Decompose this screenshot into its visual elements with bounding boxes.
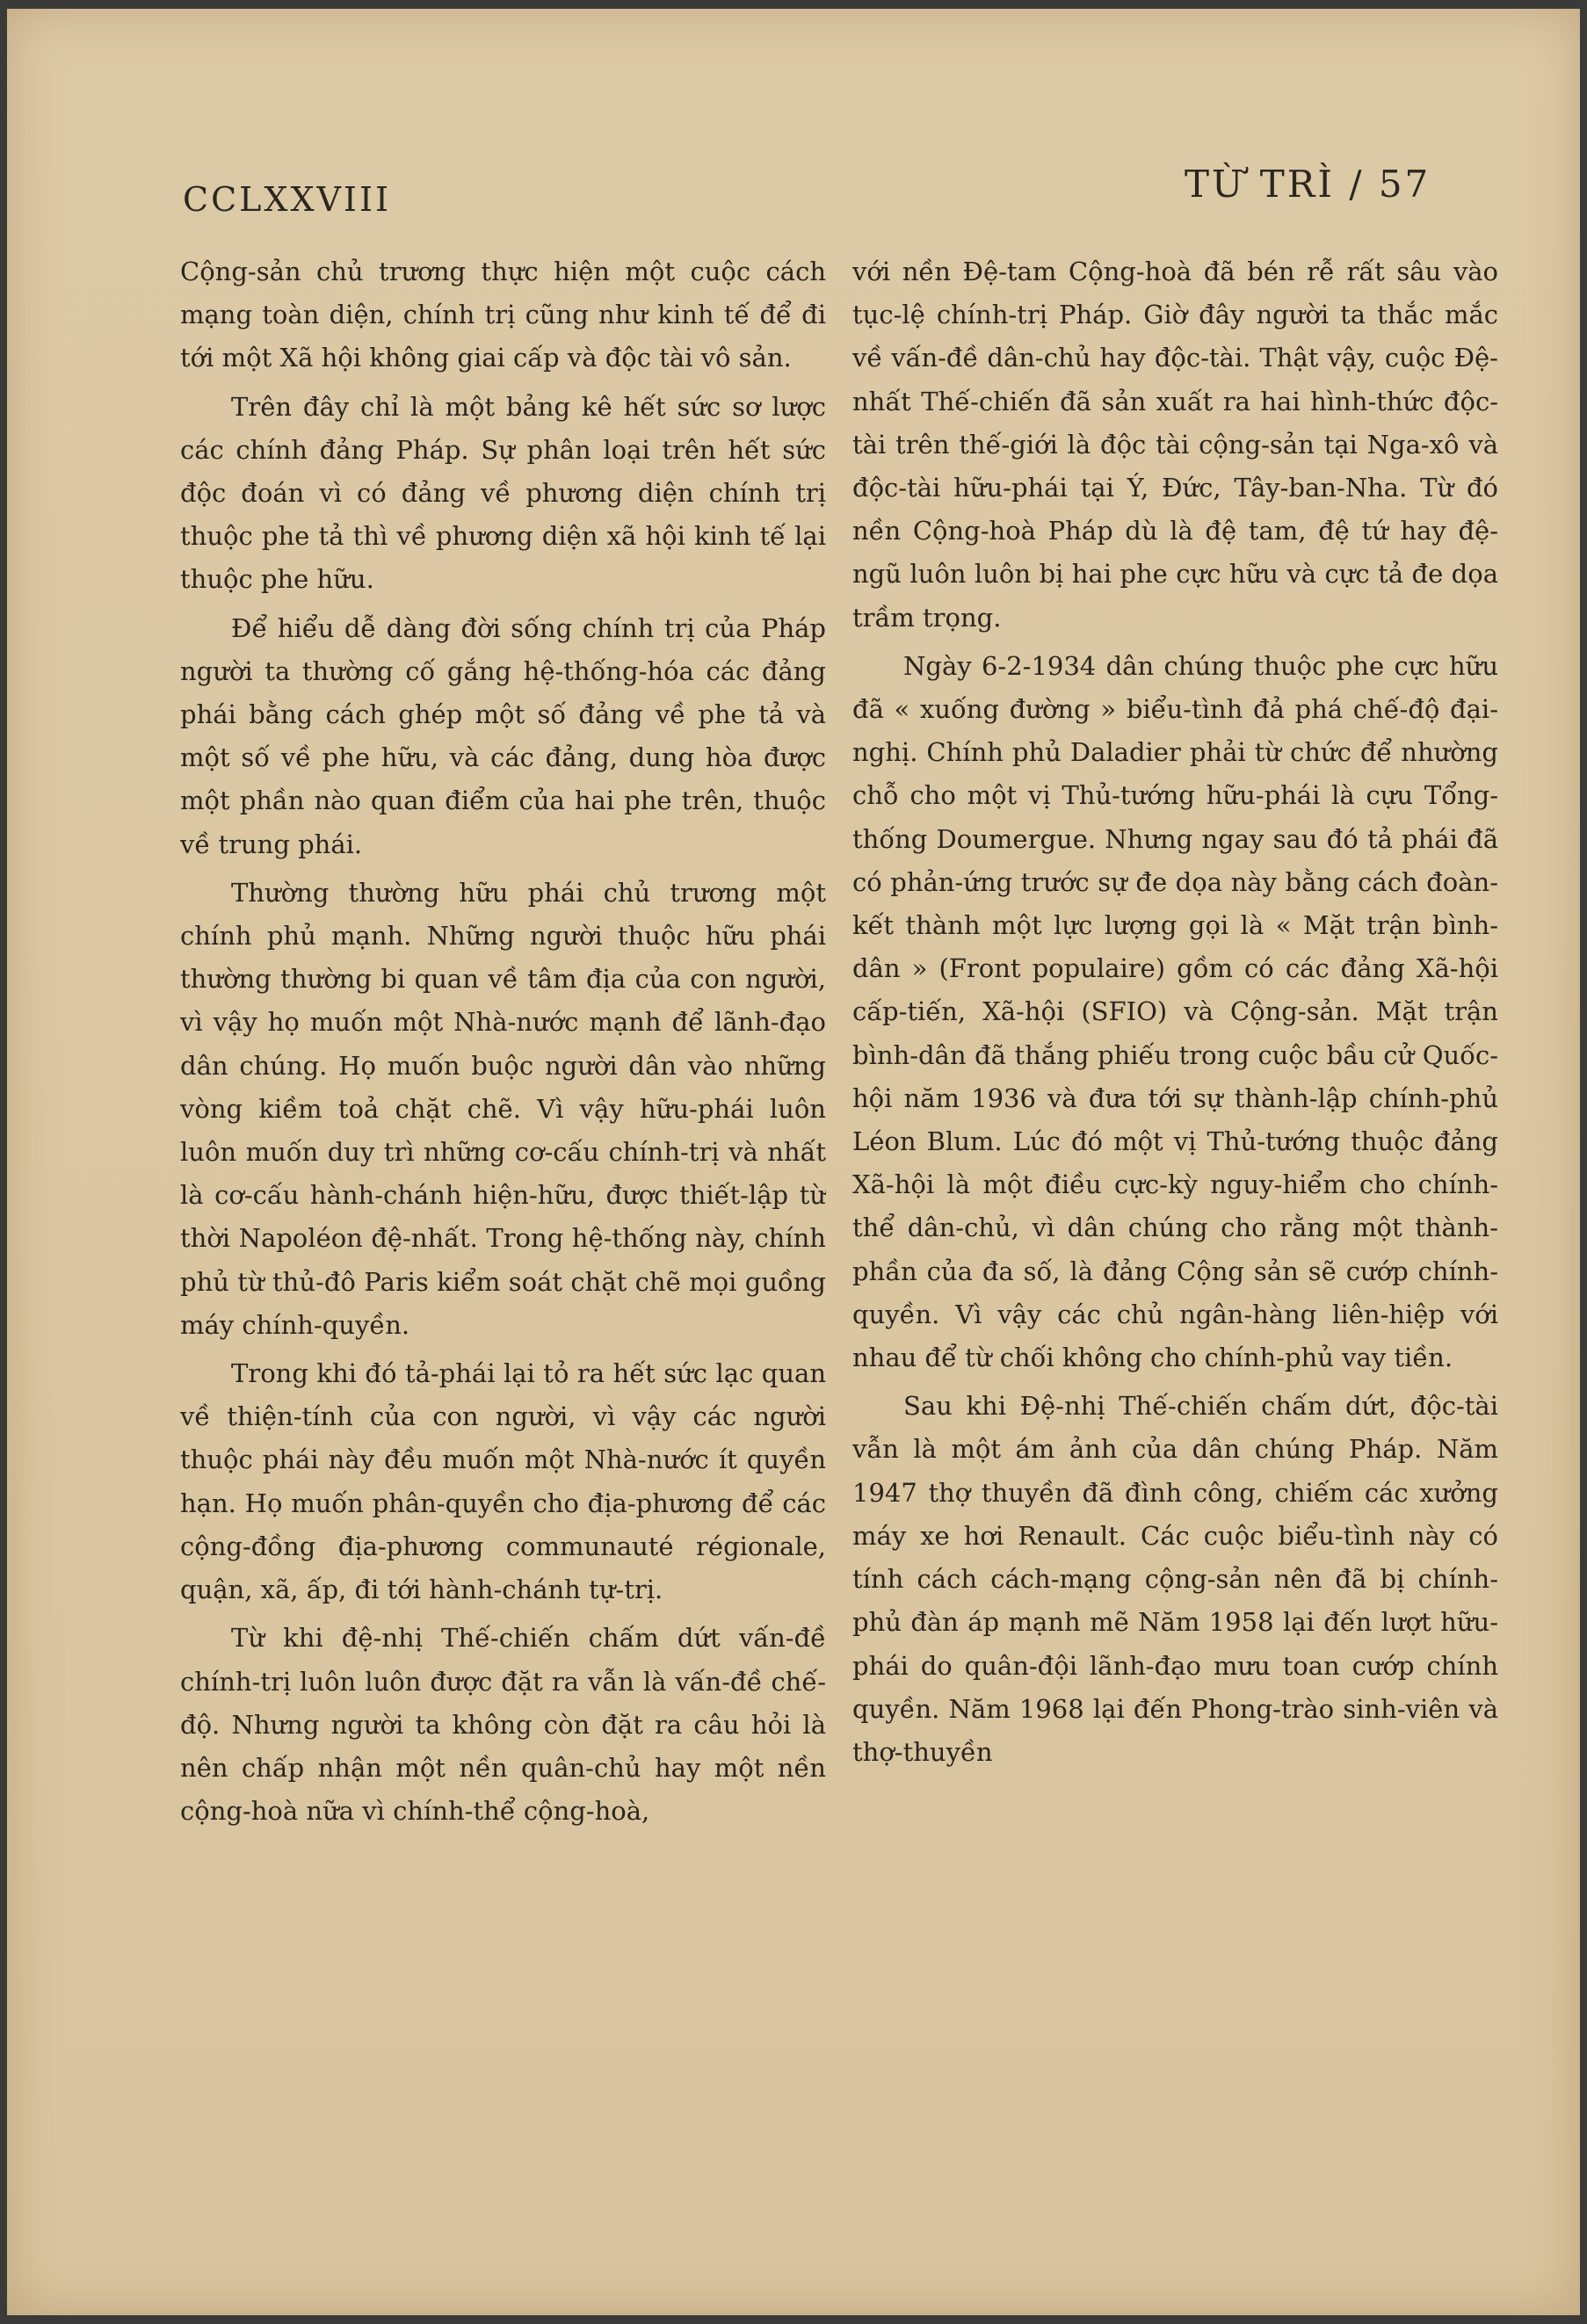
right-column: [852, 250, 1498, 2219]
chapter-numeral: CCLXXVIII: [183, 180, 391, 219]
paragraph: Trên đây chỉ là một bảng kê hết sức sơ lược các chính đảng Pháp. Sự phân loại trên hết sức độc đoán vì có đảng về phương diện chính trị thuộc phe tả thì về phương diện xã hội kinh tế lại thuộc phe hữu.: [180, 391, 826, 595]
paragraph: Từ khi đệ-nhị Thế-chiến chấm dứt vấn-đề chính-trị luôn luôn được đặt ra vẫn là vấn-đề chế-độ. Nhưng người ta không còn đặt ra câu hỏi là nên chấp nhận một nền quân-chủ hay một nền cộng-hoà nữa vì chính-thể cộng-hoà,: [180, 1623, 826, 1827]
book-page: [7, 9, 1580, 2315]
paragraph: Trong khi đó tả-phái lại tỏ ra hết sức lạc quan về thiện-tính của con người, vì vậy các người thuộc phái này đều muốn một Nhà-nước ít quyền hạn. Họ muốn phân-quyền cho địa-phương để các cộng-đồng địa-phương communauté régionale, quận, xã, ấp, đi tới hành-chánh tự-trị.: [180, 1358, 826, 1605]
paragraph: Sau khi Đệ-nhị Thế-chiến chấm dứt, độc-tài vẫn là một ám ảnh của dân chúng Pháp. Năm 1947 thợ thuyền đã đình công, chiếm các xưởng máy xe hơi Renault. Các cuộc biểu-tình này có tính cách cách-mạng cộng-sản nên đã bị chính-phủ đàn áp mạnh mẽ Năm 1958 lại đến lượt hữu-phái do quân-đội lãnh-đạo mưu toan cướp chính quyền. Năm 1968 lại đến Phong-trào sinh-viên và thợ-thuyền: [852, 1391, 1498, 1767]
left-column: [180, 250, 826, 2219]
running-head-page-number: TỪ TRÌ / 57: [1185, 163, 1431, 206]
paragraph: Để hiểu dễ dàng đời sống chính trị của Pháp người ta thường cố gắng hệ-thống-hóa các đảng phái bằng cách ghép một số đảng về phe tả và một số về phe hữu, và các đảng, dung hòa được một phần nào quan điểm của hai phe trên, thuộc về trung phái.: [180, 612, 826, 859]
paragraph: Cộng-sản chủ trương thực hiện một cuộc cách mạng toàn diện, chính trị cũng như kinh tế để đi tới một Xã hội không giai cấp và độc tài vô sản.: [180, 257, 826, 373]
paragraph: Ngày 6-2-1934 dân chúng thuộc phe cực hữu đã « xuống đường » biểu-tình đả phá chế-độ đại-nghị. Chính phủ Daladier phải từ chức để nhường chỗ cho một vị Thủ-tướng hữu-phái là cựu Tổng-thống Doumergue. Nhưng ngay sau đó tả phái đã có phản-ứng trước sự đe dọa này bằng cách đoàn-kết thành một lực lượng gọi là « Mặt trận bình-dân » (Front populaire) gồm có các đảng Xã-hội cấp-tiến, Xã-hội (SFIO) và Cộng-sản. Mặt trận bình-dân đã thắng phiếu trong cuộc bầu cử Quốc-hội năm 1936 và đưa tới sự thành-lập chính-phủ Léon Blum. Lúc đó một vị Thủ-tướng thuộc đảng Xã-hội là một điều cực-kỳ nguy-hiểm cho chính-thể dân-chủ, vì dân chúng cho rằng một thành-phần của đa số, là đảng Cộng sản sẽ cướp chính-quyền. Vì vậy các chủ ngân-hàng liên-hiệp với nhau để từ chối không cho chính-phủ vay tiền.: [852, 650, 1498, 1373]
paragraph: Thường thường hữu phái chủ trương một chính phủ mạnh. Những người thuộc hữu phái thường thường bi quan về tâm địa của con người, vì vậy họ muốn một Nhà-nước mạnh để lãnh-đạo dân chúng. Họ muốn buộc người dân vào những vòng kiềm toả chặt chẽ. Vì vậy hữu-phái luôn luôn muốn duy trì những cơ-cấu chính-trị và nhất là cơ-cấu hành-chánh hiện-hữu, được thiết-lập từ thời Napoléon đệ-nhất. Trong hệ-thống này, chính phủ từ thủ-đô Paris kiểm soát chặt chẽ mọi guồng máy chính-quyền.: [180, 877, 826, 1340]
paragraph: với nền Đệ-tam Cộng-hoà đã bén rễ rất sâu vào tục-lệ chính-trị Pháp. Giờ đây người ta thắc mắc về vấn-đề dân-chủ hay độc-tài. Thật vậy, cuộc Đệ-nhất Thế-chiến đã sản xuất ra hai hình-thức độc-tài trên thế-giới là độc tài cộng-sản tại Nga-xô và độc-tài hữu-phái tại Ý, Đức, Tây-ban-Nha. Từ đó nền Cộng-hoà Pháp dù là đệ tam, đệ tứ hay đệ-ngũ luôn luôn bị hai phe cực hữu và cực tả đe dọa trầm trọng.: [852, 257, 1498, 633]
